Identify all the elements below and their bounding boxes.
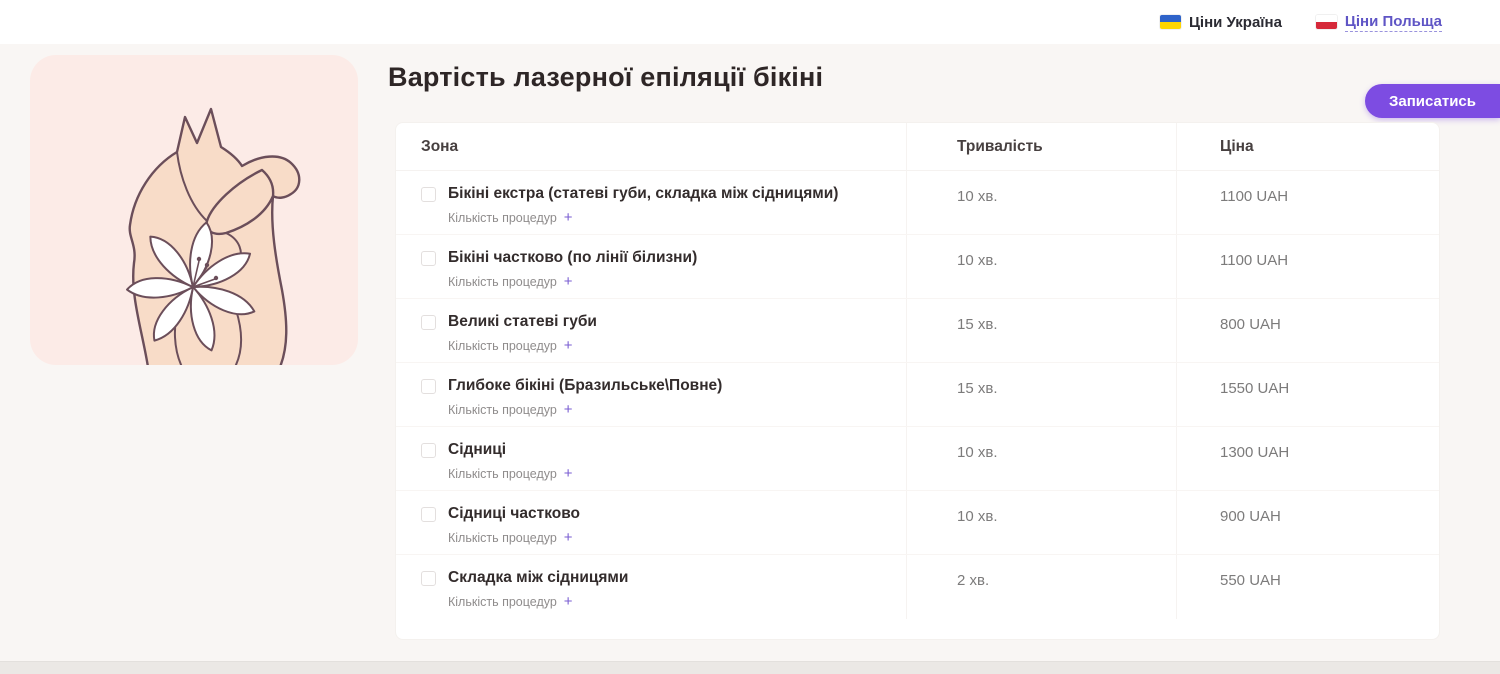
book-appointment-button[interactable]: Записатись [1365,84,1500,118]
duration-value: 10 хв. [906,235,1176,298]
prices-ukraine-link[interactable] [1160,14,1282,31]
procedures-label: Кількість процедур [448,338,557,353]
duration-value: 10 хв. [906,171,1176,234]
table-row [396,363,1439,427]
duration-value: 10 хв. [906,427,1176,490]
prices-poland-link[interactable] [1316,13,1442,32]
prices-ukraine-label: Ціни Україна [1188,13,1282,31]
price-value: 1100 UAH [1176,235,1439,298]
duration-value: 2 хв. [906,555,1176,619]
duration-value: 10 хв. [906,491,1176,554]
table-body [396,171,1439,619]
zone-cell [396,555,906,619]
zone-cell [396,235,906,298]
price-value: 800 UAH [1176,299,1439,362]
table-row [396,299,1439,363]
procedures-count-toggle[interactable] [448,402,906,417]
page-title: Вартість лазерної епіляції бікіні [388,62,824,92]
plus-icon: + [563,337,573,354]
price-value: 1100 UAH [1176,171,1439,234]
zone-checkbox[interactable] [421,571,436,586]
zone-label: Бікіні екстра (статеві губи, складка між сідницями) [448,185,839,202]
duration-value: 15 хв. [906,363,1176,426]
duration-value: 15 хв. [906,299,1176,362]
zone-cell [396,363,906,426]
plus-icon: + [563,273,573,290]
bikini-zone-illustration [30,55,358,365]
column-header-duration: Тривалість [906,123,1176,171]
zone-label: Бікіні частково (по лінії білизни) [448,249,698,266]
zone-label: Складка між сідницями [448,569,629,586]
zone-label: Великі статеві губи [448,313,597,330]
procedures-label: Кількість процедур [448,594,557,609]
next-section-divider [0,661,1500,674]
zone-cell [396,427,906,490]
zone-checkbox[interactable] [421,315,436,330]
column-header-zone: Зона [396,123,906,171]
procedures-label: Кількість процедур [448,530,557,545]
procedures-count-toggle[interactable] [448,466,906,481]
table-header-row [396,123,1439,171]
zone-cell [396,491,906,554]
zone-checkbox[interactable] [421,187,436,202]
column-header-price: Ціна [1176,123,1439,171]
plus-icon: + [563,465,573,482]
procedures-count-toggle[interactable] [448,210,906,225]
table-row [396,171,1439,235]
price-value: 1550 UAH [1176,363,1439,426]
price-table-card [395,122,1440,640]
procedures-count-toggle[interactable] [448,530,906,545]
table-row [396,235,1439,299]
zone-checkbox[interactable] [421,507,436,522]
woman-silhouette-drawing [30,55,358,365]
zone-label: Сідниці [448,441,507,458]
plus-icon: + [563,529,573,546]
table-row [396,491,1439,555]
prices-poland-label: Ціни Польща [1344,12,1442,30]
plus-icon: + [563,209,573,226]
zone-checkbox[interactable] [421,379,436,394]
price-value: 900 UAH [1176,491,1439,554]
procedures-label: Кількість процедур [448,274,557,289]
zone-label: Сідниці частково [448,505,581,522]
price-value: 1300 UAH [1176,427,1439,490]
procedures-label: Кількість процедур [448,210,557,225]
procedures-label: Кількість процедур [448,466,557,481]
zone-label: Глибоке бікіні (Бразильське\Повне) [448,377,723,394]
zone-cell [396,299,906,362]
price-value: 550 UAH [1176,555,1439,619]
plus-icon: + [563,593,573,610]
topbar [0,0,1500,44]
zone-checkbox[interactable] [421,443,436,458]
procedures-label: Кількість процедур [448,402,557,417]
poland-flag-icon [1316,15,1337,29]
procedures-count-toggle[interactable] [448,338,906,353]
procedures-count-toggle[interactable] [448,594,906,609]
ukraine-flag-icon [1160,15,1181,29]
zone-cell [396,171,906,234]
plus-icon: + [563,401,573,418]
table-row [396,555,1439,619]
zone-checkbox[interactable] [421,251,436,266]
table-row [396,427,1439,491]
procedures-count-toggle[interactable] [448,274,906,289]
